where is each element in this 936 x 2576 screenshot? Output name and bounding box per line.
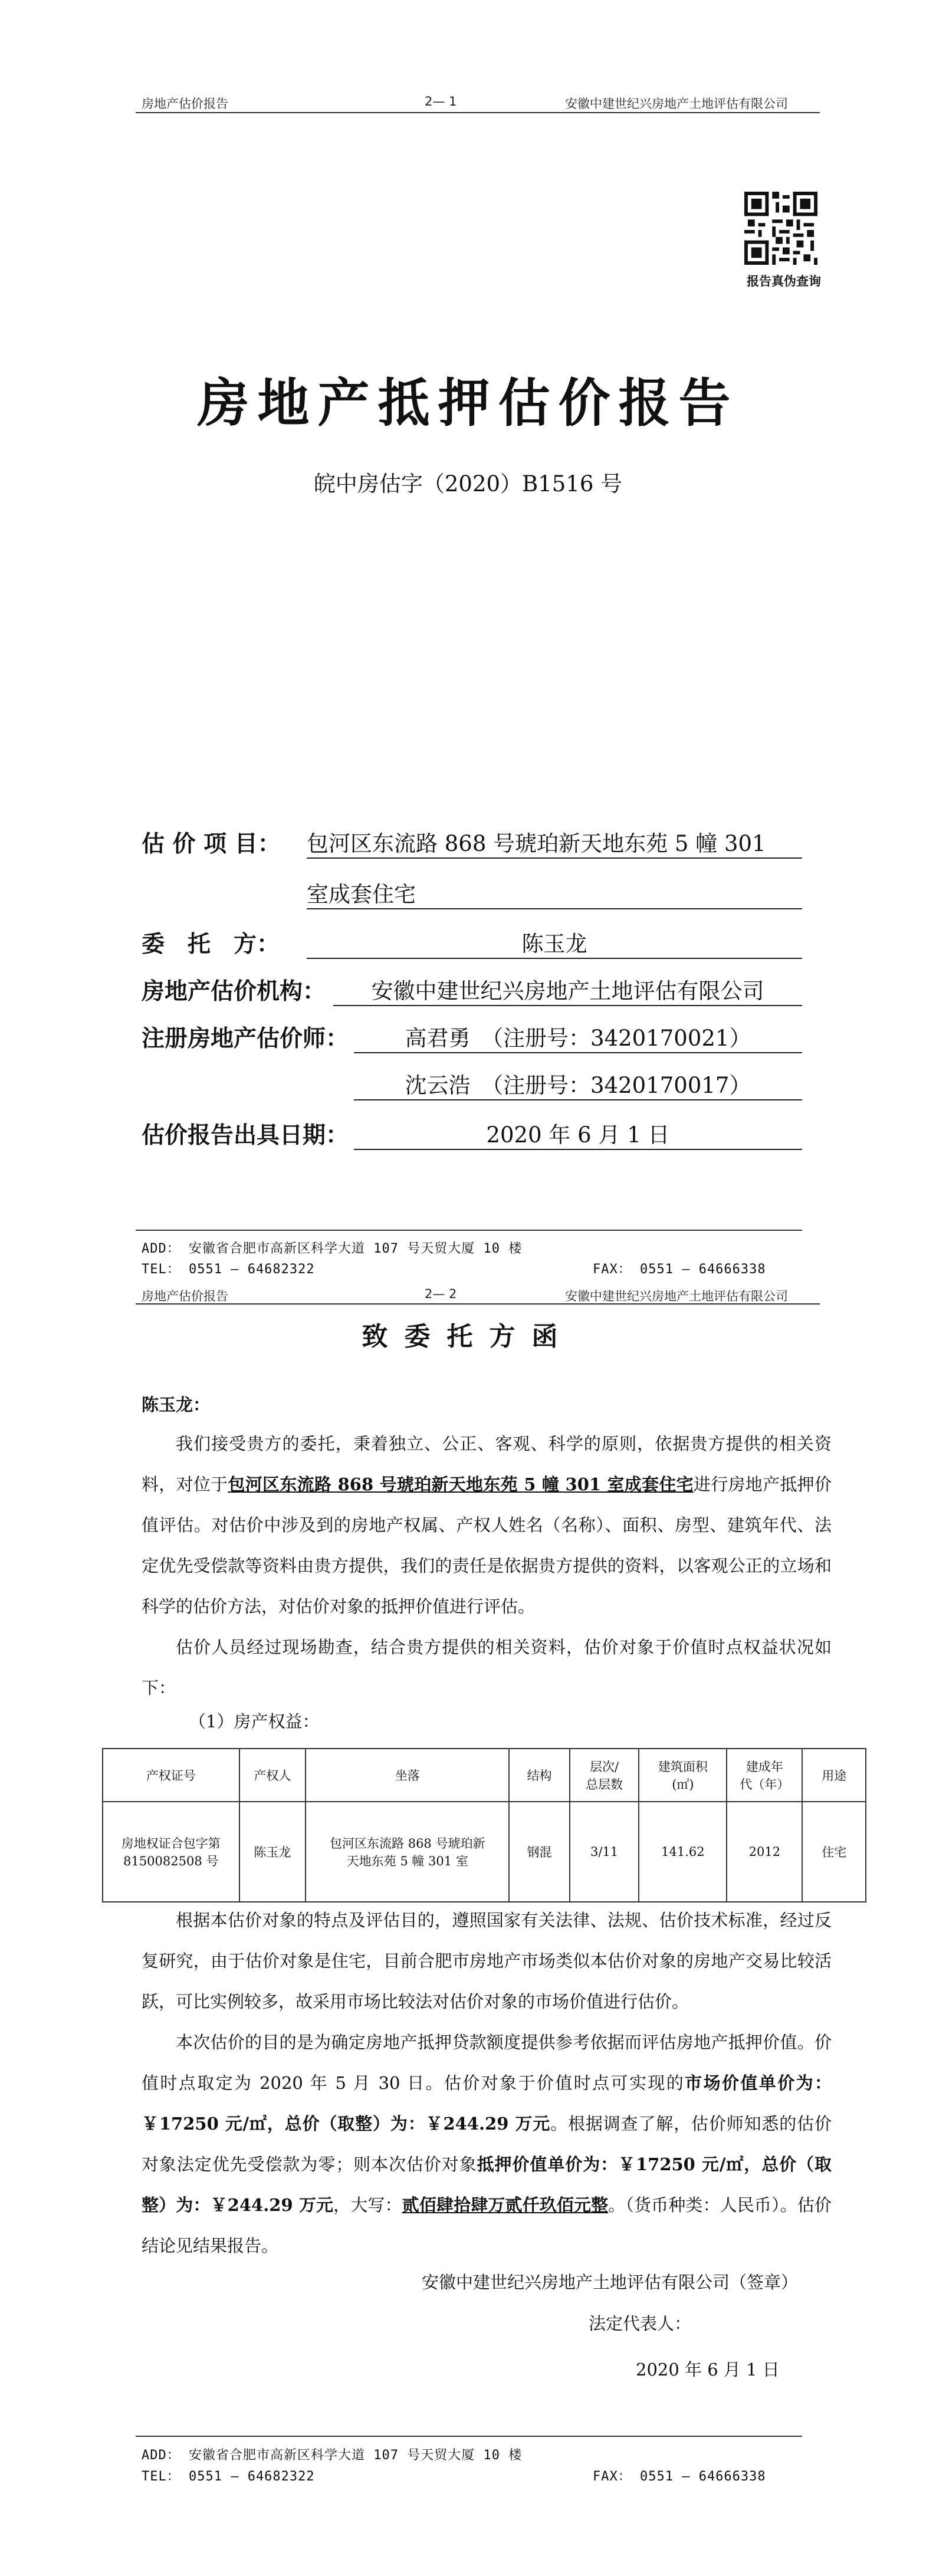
page-header-right: 安徽中建世纪兴房地产土地评估有限公司 — [565, 97, 788, 111]
footer-fax: FAX： 0551 — 64666338 — [593, 2469, 766, 2484]
footer-rule — [136, 1230, 802, 1231]
issue-date-value: 2020 年 6 月 1 日 — [354, 1117, 802, 1150]
page-number: 2— 2 — [425, 1287, 457, 1301]
project-value-line2: 室成套住宅 — [307, 876, 802, 909]
table-cell: 钢混 — [509, 1802, 569, 1902]
paragraph-method: 根据本估价对象的特点及评估目的，遵照国家有关法律、法规、估价技术标准，经过反复研究，由于估价对象是住宅，目前合肥市房地产市场类似本估价对象的房地产交易比较活跃，可比实例较多，故采用市场比较法对估价对象的市场价值进行估价。 — [142, 1910, 832, 2012]
client-value: 陈玉龙 — [307, 926, 802, 959]
qr-code-icon[interactable] — [744, 192, 817, 265]
agency-label: 房地产估价机构： — [142, 978, 326, 1005]
paragraph-conclusion: 本次估价的目的是为确定房地产抵押贷款额度提供参考依据而评估房地产抵押价值。价值时点取定为 2020 年 5 月 30 日。估价对象于价值时点可实现的市场价值单价为：￥17250 元/㎡，总价（取整）为：￥244.29 万元。根据调查了解，估价师知悉的估价对象法定优先受偿款为零；则本次估价对象抵押价值单价为：￥17250 元/㎡，总价（取整）为：￥244.29 万元，大写：贰佰肆拾肆万贰仟玖佰元整。（货币种类：人民币）。估价结论见结果报告。 — [142, 2032, 832, 2256]
table-header-row — [103, 1749, 866, 1802]
agency-value: 安徽中建世纪兴房地产土地评估有限公司 — [333, 973, 802, 1006]
appraiser-2: 沈云浩 （注册号：3420170017） — [354, 1067, 802, 1100]
mortgage-value: 抵押价值单价为：￥17250 元/㎡，总价（取整）为：￥244.29 万元 — [142, 2154, 832, 2215]
table-cell: 包河区东流路 868 号琥珀新 天地东苑 5 幢 301 室 — [306, 1802, 509, 1902]
project-label: 估 价 项 目： — [142, 830, 281, 857]
property-rights-table — [102, 1748, 866, 1903]
footer-address: ADD： 安徽省合肥市高新区科学大道 107 号天贸大厦 10 楼 — [142, 2448, 523, 2463]
footer-tel: TEL： 0551 — 64682322 — [142, 2469, 315, 2484]
page-header-left: 房地产估价报告 — [142, 1289, 228, 1303]
table-header-cell: 产权人 — [239, 1749, 306, 1802]
table-cell: 住宅 — [802, 1802, 866, 1902]
table-header-cell: 建筑面积 (㎡) — [639, 1749, 727, 1802]
table-cell: 房地权证合包字第 8150082508 号 — [103, 1802, 239, 1902]
qr-caption: 报告真伪查询 — [747, 274, 821, 288]
table-cell: 3/11 — [570, 1802, 639, 1902]
letter-title: 致委托方函 — [362, 1322, 574, 1352]
signature-organization: 安徽中建世纪兴房地产土地评估有限公司（签章） — [422, 2272, 799, 2292]
page-number: 2— 1 — [425, 94, 457, 109]
footer-fax: FAX： 0551 — 64666338 — [593, 1262, 766, 1277]
header-rule — [136, 112, 820, 113]
report-title: 房地产抵押估价报告 — [197, 372, 739, 433]
table-cell: 141.62 — [639, 1802, 727, 1902]
rights-subheading: （1）房产权益： — [189, 1711, 320, 1731]
table-header-cell: 用途 — [802, 1749, 866, 1802]
property-address: 包河区东流路 868 号琥珀新天地东苑 5 幢 301 室成套住宅 — [228, 1474, 694, 1494]
table-cell: 陈玉龙 — [239, 1802, 306, 1902]
project-value-line1: 包河区东流路 868 号琥珀新天地东苑 5 幢 301 — [307, 826, 802, 859]
client-label: 委 托 方： — [142, 931, 280, 958]
table-cell: 2012 — [727, 1802, 802, 1902]
table-header-cell: 坐落 — [306, 1749, 509, 1802]
page-header-right: 安徽中建世纪兴房地产土地评估有限公司 — [565, 1289, 788, 1303]
report-number: 皖中房估字（2020）B1516 号 — [313, 471, 623, 497]
header-rule — [136, 1303, 820, 1305]
value-in-words: 贰佰肆拾肆万贰仟玖佰元整 — [402, 2195, 609, 2215]
appraiser-label: 注册房地产估价师： — [142, 1025, 349, 1052]
table-row — [103, 1802, 866, 1902]
footer-address: ADD： 安徽省合肥市高新区科学大道 107 号天贸大厦 10 楼 — [142, 1241, 523, 1256]
signature-representative: 法定代表人： — [589, 2314, 692, 2334]
signature-date: 2020 年 6 月 1 日 — [636, 2360, 780, 2380]
table-header-cell: 产权证号 — [103, 1749, 239, 1802]
paragraph-inspection: 估价人员经过现场勘查，结合贵方提供的相关资料，估价对象于价值时点权益状况如下： — [142, 1637, 832, 1698]
market-value: 市场价值单价为：￥17250 元/㎡，总价（取整）为：￥244.29 万元 — [142, 2073, 832, 2134]
table-header-cell: 建成年 代（年） — [727, 1749, 802, 1802]
table-header-cell: 层次/ 总层数 — [570, 1749, 639, 1802]
paragraph-intro: 我们接受贵方的委托，秉着独立、公正、客观、科学的原则，依据贵方提供的相关资料，对位于包河区东流路 868 号琥珀新天地东苑 5 幢 301 室成套住宅进行房地产抵押价值评估。对估价中涉及到的房地产权属、产权人姓名（名称）、面积、房型、建筑年代、法定优先受偿款等资料由贵方提供，我们的责任是依据贵方提供的资料，以客观公正的立场和科学的估价方法，对估价对象的抵押价值进行评估。 — [142, 1434, 832, 1616]
issue-date-label: 估价报告出具日期： — [142, 1122, 349, 1149]
footer-tel: TEL： 0551 — 64682322 — [142, 1262, 315, 1277]
footer-rule — [136, 2436, 802, 2437]
table-header-cell: 结构 — [509, 1749, 569, 1802]
salutation: 陈玉龙： — [142, 1395, 211, 1415]
page-header-left: 房地产估价报告 — [142, 97, 228, 111]
appraiser-1: 高君勇 （注册号：3420170021） — [354, 1020, 802, 1053]
